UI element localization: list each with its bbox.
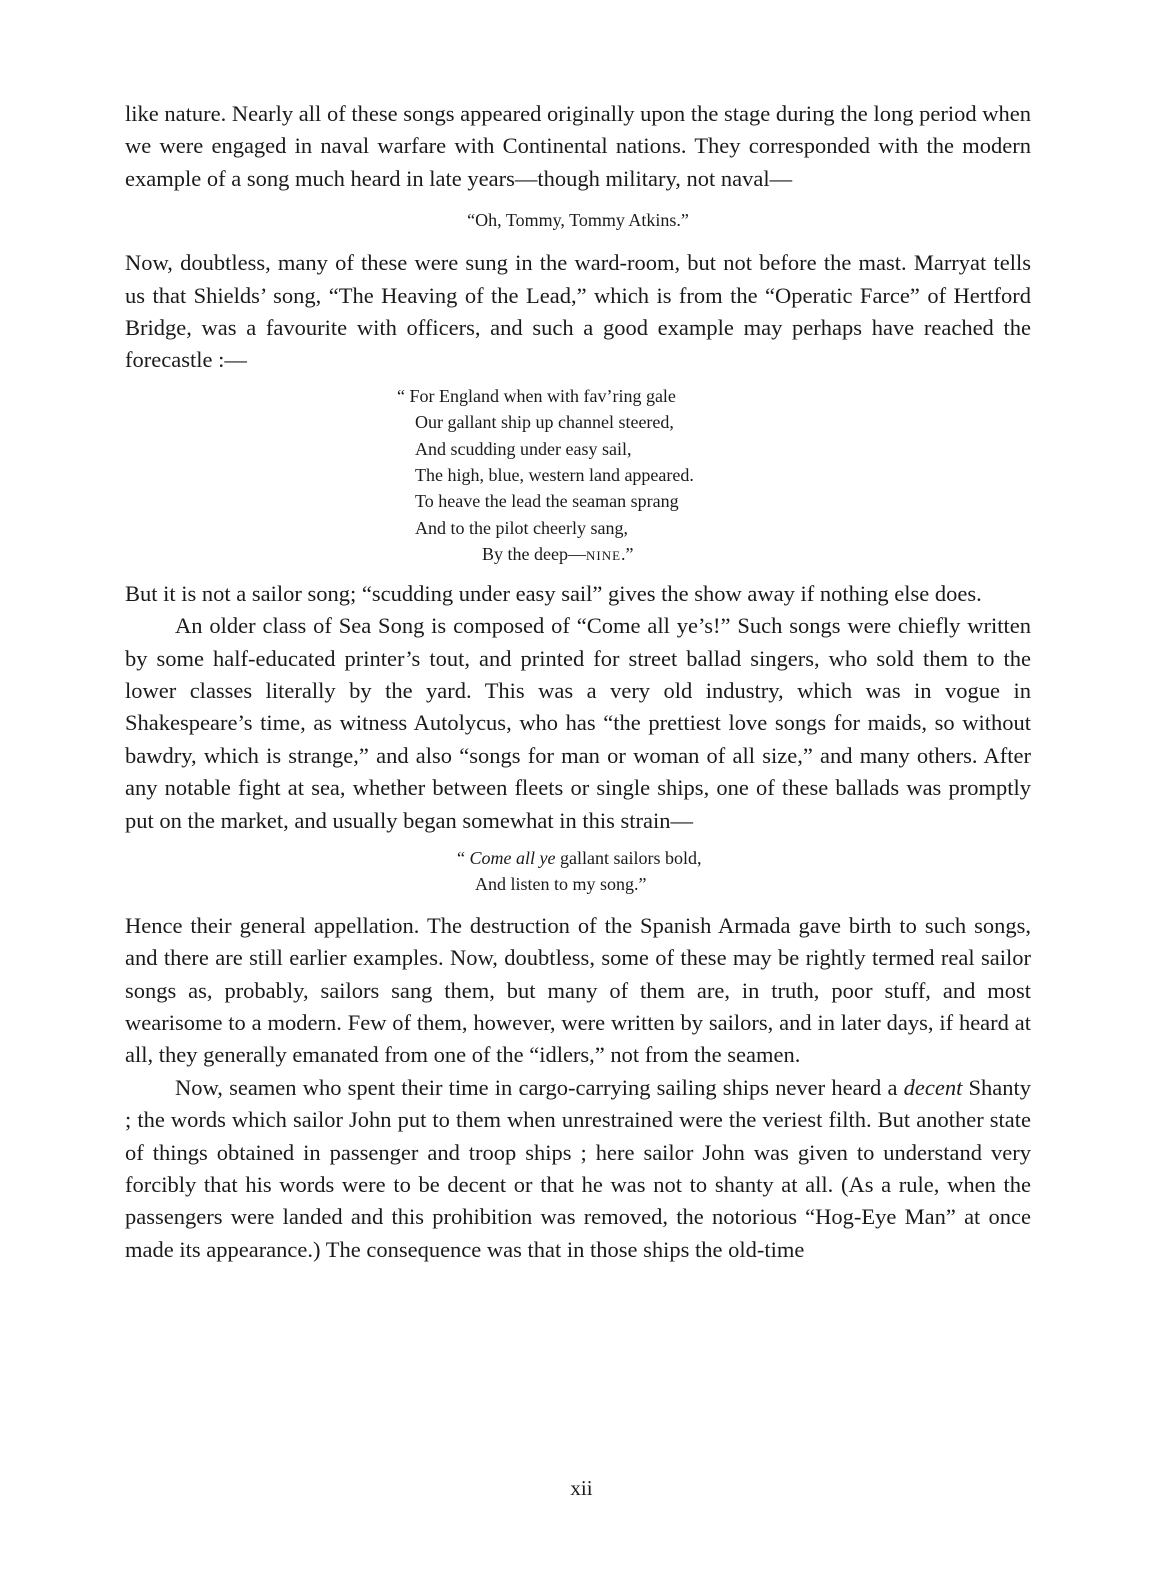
paragraph-1: like nature. Nearly all of these songs appeared originally upon the stage during the long period when we were engaged in naval warfare with Continental nations. They corresponded with the modern example of a song much heard in late years—though military, not naval— bbox=[125, 101, 1031, 191]
verse-small-caps: nine bbox=[585, 544, 622, 565]
paragraph-6 bbox=[125, 1072, 1031, 1266]
verse-line-text: gallant sailors bold, bbox=[555, 847, 702, 868]
verse-line: And listen to my song.” bbox=[475, 874, 647, 895]
verse-line bbox=[397, 541, 1031, 567]
verse-come-all-ye bbox=[125, 845, 1031, 898]
verse-line: “ For England when with fav’ring gale bbox=[397, 385, 676, 406]
verse-line bbox=[457, 845, 1031, 871]
paragraph-6-emphasis: decent bbox=[903, 1074, 963, 1100]
paragraph-2: Now, doubtless, many of these were sung in the ward-room, but not before the mast. Marryat tells us that Shields’ song, “The Heaving of the Lead,” which is from the “Operatic Farce” of Hertford Bridge, was a favourite with officers, and such a good example may perhaps have reached the forecastle :— bbox=[125, 250, 1031, 373]
verse-line: To heave the lead the seaman sprang bbox=[415, 491, 679, 512]
verse-line-text: By the deep— bbox=[482, 544, 586, 565]
verse-open-quote: “ bbox=[457, 847, 470, 868]
page-content bbox=[125, 98, 1031, 1266]
verse-line: And scudding under easy sail, bbox=[415, 438, 632, 459]
verse-line-suffix: .” bbox=[621, 544, 634, 565]
verse-line: The high, blue, western land appeared. bbox=[415, 465, 694, 486]
paragraph-4: An older class of Sea Song is composed of “Come all ye’s!” Such songs were chiefly written by some half-educated printer’s tout, and printed for street ballad singers, who sold them to the lower classes literally by the yard. This was a very old industry, which was in vogue in Shakespeare’s time, as witness Autolycus, who has “the prettiest love songs for maids, so without bawdry, which is strange,” and also “songs for man or woman of all size,” and many others. After any notable fight at sea, whether between fleets or single ships, one of these ballads was promptly put on the market, and usually began somewhat in this strain— bbox=[125, 613, 1031, 833]
paragraph-6-rest: Shanty ; the words which sailor John put to them when unrestrained were the veriest filth. But another state of things obtained in passenger and troop ships ; here sailor John was given to understand very forcibly that his words were to be decent or that he was not to shanty at all. (As a rule, when the passengers were landed and this prohibition was removed, the notorious “Hog-Eye Man” at once made its appearance.) The consequence was that in those ships the old-time bbox=[125, 1074, 1031, 1262]
verse-line: And to the pilot cheerly sang, bbox=[415, 517, 628, 538]
paragraph-6-start: Now, seamen who spent their time in cargo-carrying sailing ships never heard a bbox=[175, 1074, 904, 1100]
verse-line: Our gallant ship up channel steered, bbox=[415, 412, 674, 433]
verse-italic: Come all ye bbox=[469, 847, 556, 868]
paragraph-3: But it is not a sailor song; “scudding under easy sail” gives the show away if nothing else does. bbox=[125, 580, 982, 606]
verse-heaving-of-the-lead bbox=[125, 383, 1031, 568]
page-number: xii bbox=[570, 1476, 593, 1500]
quote-tommy-atkins: “Oh, Tommy, Tommy Atkins.” bbox=[467, 210, 689, 231]
paragraph-5: Hence their general appellation. The destruction of the Spanish Armada gave birth to such songs, and there are still earlier examples. Now, doubtless, some of these may be rightly termed real sailor songs as, probably, sailors sang them, but many of them are, in truth, poor stuff, and most wearisome to a modern. Few of them, however, were written by sailors, and in later days, if heard at all, they generally emanated from one of the “idlers,” not from the seamen. bbox=[125, 912, 1031, 1068]
